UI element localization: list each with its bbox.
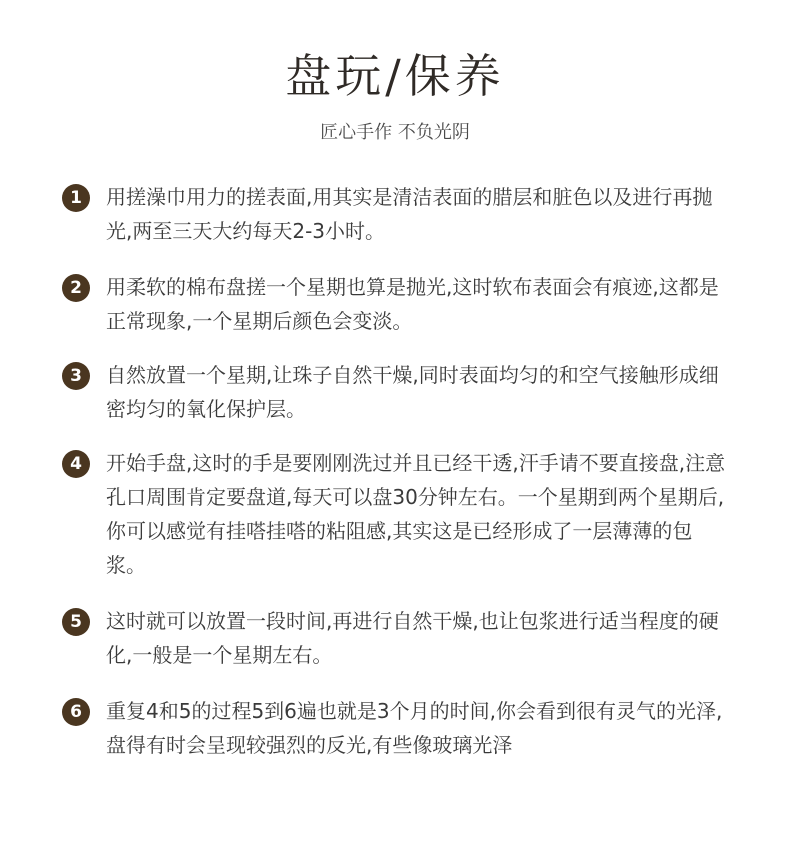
step-item [62, 694, 732, 762]
steps-list [62, 180, 732, 762]
step-text: 开始手盘,这时的手是要刚刚洗过并且已经干透,汗手请不要直接盘,注意孔口周围肯定要盘道,每天可以盘30分钟左右。一个星期到两个星期后,你可以感觉有挂嗒挂嗒的粘阻感,其实这是已经形成了一层薄薄的包浆。 [106, 451, 726, 577]
step-number-badge: 3 [62, 362, 90, 390]
step-text: 用柔软的棉布盘搓一个星期也算是抛光,这时软布表面会有痕迹,这都是正常现象,一个星期后颜色会变淡。 [106, 275, 719, 333]
page-subtitle: 匠心手作 不负光阴 [320, 122, 470, 143]
step-number-badge: 5 [62, 608, 90, 636]
step-number-badge: 6 [62, 698, 90, 726]
step-item [62, 604, 732, 672]
step-item [62, 358, 732, 426]
step-item [62, 446, 732, 582]
step-number-badge: 1 [62, 184, 90, 212]
step-text: 这时就可以放置一段时间,再进行自然干燥,也让包浆进行适当程度的硬化,一般是一个星期左右。 [106, 609, 719, 667]
step-text: 自然放置一个星期,让珠子自然干燥,同时表面均匀的和空气接触形成细密均匀的氧化保护层。 [106, 363, 719, 421]
step-number-badge: 2 [62, 274, 90, 302]
step-item [62, 180, 732, 248]
step-item [62, 270, 732, 338]
step-number-badge: 4 [62, 450, 90, 478]
step-text: 用搓澡巾用力的搓表面,用其实是清洁表面的腊层和脏色以及进行再抛光,两至三天大约每天2-3小时。 [106, 185, 713, 243]
step-text: 重复4和5的过程5到6遍也就是3个月的时间,你会看到很有灵气的光泽,盘得有时会呈现较强烈的反光,有些像玻璃光泽 [106, 699, 723, 757]
page-title: 盘玩/保养 [285, 49, 505, 103]
